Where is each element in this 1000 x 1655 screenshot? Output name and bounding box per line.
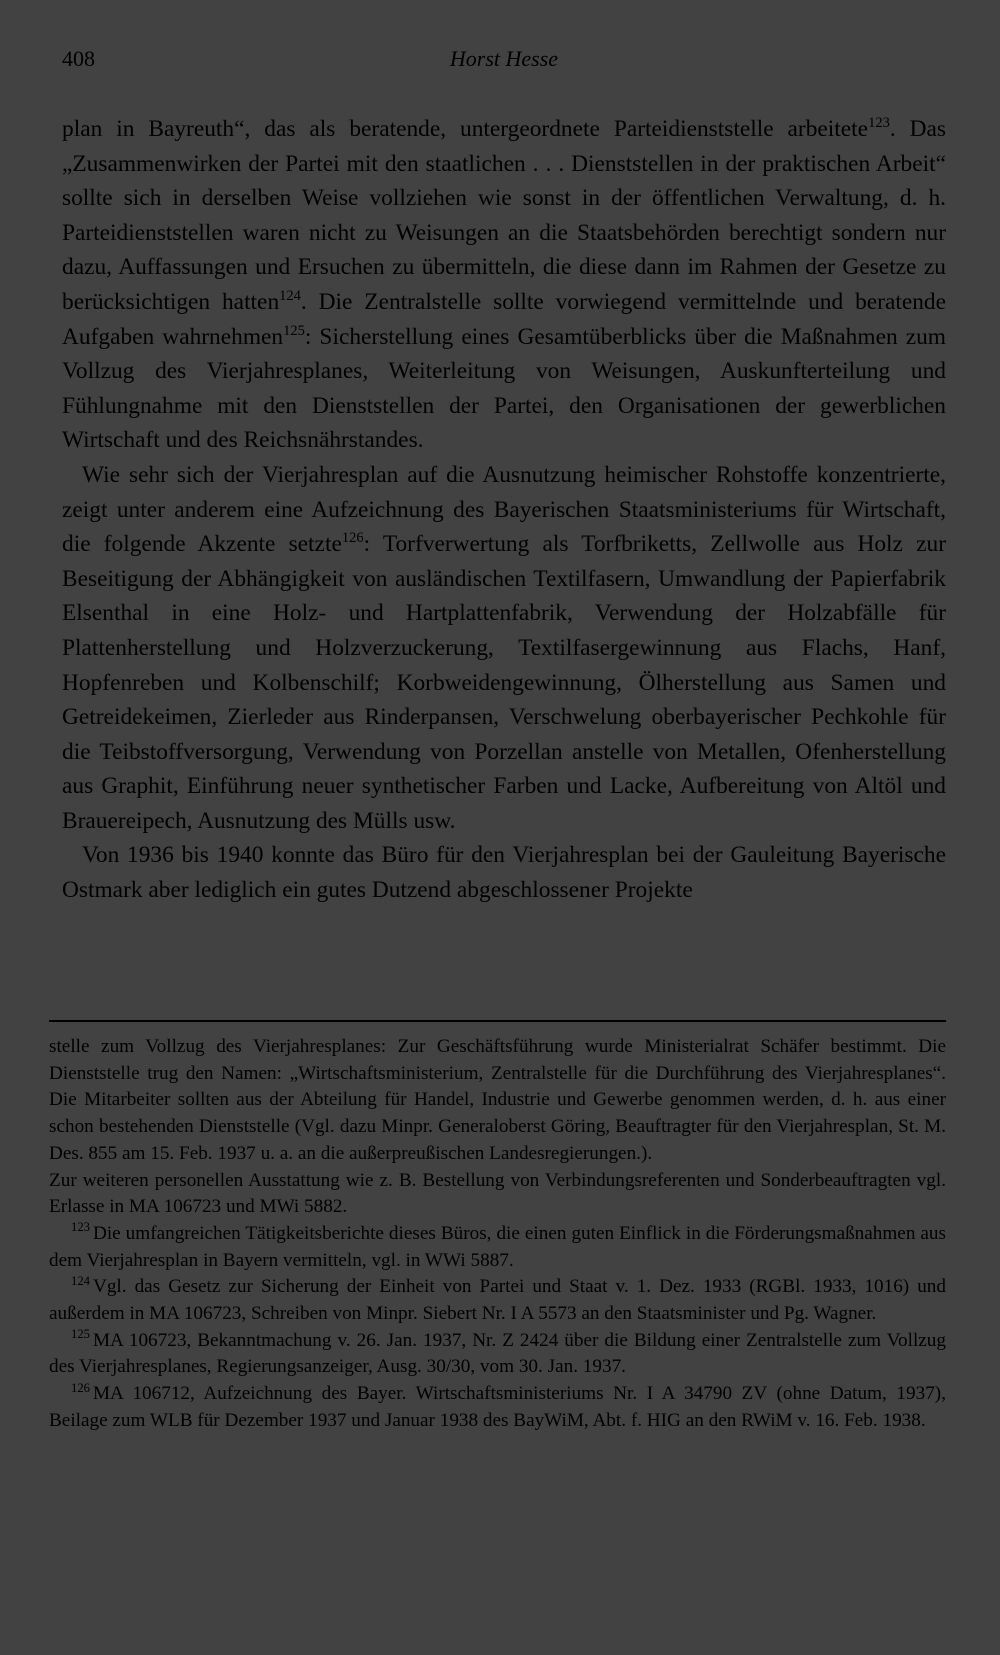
paragraph-2 bbox=[62, 458, 946, 839]
page-number: 408 bbox=[62, 46, 95, 71]
footnote-text: Vgl. das Gesetz zur Sicherung der Einheit von Partei und Staat v. 1. Dez. 1933 (RGBl. 1933, 1016) und außerdem in MA 106723, Schreiben von Minpr. Siebert Nr. I A 5573 an den Staatsminister und Pg. Wagner. bbox=[49, 1276, 946, 1325]
footnote-number: 126 bbox=[71, 1380, 90, 1395]
footnote-number: 124 bbox=[71, 1273, 90, 1288]
footnote-continued: Zur weiteren personellen Ausstattung wie z. B. Bestellung von Verbindungsreferenten und Sonderbeauftragten vgl. Erlasse in MA 106723 und MWi 5882. bbox=[49, 1169, 946, 1218]
running-title: Horst Hesse bbox=[449, 46, 559, 71]
text-run: : Torfverwertung als Torfbriketts, Zellwolle aus Holz zur Beseitigung der Abhängigkeit von ausländischen Textilfasern, Umwandlung der Papierfabrik Elsenthal in eine Holz- und Hartplattenfabrik, Verwendung der Holzabfälle für Plattenherstellung und Holzverzuckerung, Textilfasergewinnung aus Flachs, Hanf, Hopfenreben und Kolbenschilf; Korbweidengewinnung, Ölherstellung aus Samen und Getreidekeimen, Zierleder aus Rinderpansen, Verschwelung oberbayerischer Pechkohle für die Teibstoffversorgung, Verwendung von Porzellan anstelle von Metallen, Ofenherstellung aus Graphit, Einführung neuer synthetischer Farben und Lacke, Aufbereitung von Altöl und Brauereipech, Ausnutzung des Mülls usw. bbox=[62, 531, 946, 834]
footnote-ref-125: 125 bbox=[283, 322, 305, 339]
footnote-ref-123: 123 bbox=[868, 115, 890, 132]
footnote-number: 125 bbox=[71, 1327, 90, 1342]
footnote-text: MA 106723, Bekanntmachung v. 26. Jan. 1937, Nr. Z 2424 über die Bildung einer Zentralstelle zum Vollzug des Vierjahresplanes, Regierungsanzeiger, Ausg. 30/30, vom 30. Jan. 1937. bbox=[49, 1329, 946, 1378]
footnote-separator bbox=[49, 1020, 946, 1022]
footnote-ref-126: 126 bbox=[341, 530, 364, 547]
page-header bbox=[62, 46, 946, 82]
text-run: Wie sehr sich der Vierjahresplan auf die Ausnutzung heimischer Rohstoffe konzentrierte, zeigt unter anderem eine Aufzeichnung des Bayerischen Staatsministeriums für Wirtschaft, die folgende Akzente setzte bbox=[62, 461, 946, 558]
paragraph-3: Von 1936 bis 1940 konnte das Büro für den Vierjahresplan bei der Gauleitung Bayerische Ostmark aber lediglich ein gutes Dutzend abgeschlossener Projekte bbox=[62, 842, 946, 904]
footnote-126 bbox=[49, 1381, 946, 1434]
footnote-continued: stelle zum Vollzug des Vierjahresplanes: Zur Geschäftsführung wurde Ministerialrat Schäfer bestimmt. Die Dienststelle trug den Namen: „Wirtschaftsministerium, Zentralstelle für die Durchführung des Vierjahresplanes“. Die Mitarbeiter sollten aus der Abteilung für Handel, Industrie und Gewerbe genommen werden, d. h. aus einer schon bestehenden Dienststelle (Vgl. dazu Minpr. Generaloberst Göring, Beauftragter für den Vierjahresplan, St. M. Des. 855 am 15. Feb. 1937 u. a. an die außerpreußischen Landesregierungen.). bbox=[49, 1036, 946, 1164]
body-text bbox=[62, 112, 946, 908]
text-run: : Sicherstellung eines Gesamtüberblicks über die Maßnahmen zum Vollzug des Vierjahresplanes, Weiterleitung von Weisungen, Auskunfterteilung und Fühlungnahme mit den Dienststellen der Partei, den Organisationen der gewerblichen Wirtschaft und des Reichsnährstandes. bbox=[62, 323, 946, 454]
text-run: plan in Bayreuth“, das als beratende, untergeordnete Parteidienststelle arbeitete bbox=[62, 116, 869, 142]
text-run: . Die Zentralstelle sollte vorwiegend vermittelnde und beratende Aufgaben wahrnehmen bbox=[62, 288, 946, 350]
footnote-123 bbox=[49, 1221, 946, 1274]
footnotes bbox=[49, 1034, 946, 1435]
footnote-text: MA 106712, Aufzeichnung des Bayer. Wirtschaftsministeriums Nr. I A 34790 ZV (ohne Datum, 1937), Beilage zum WLB für Dezember 1937 und Januar 1938 des BayWiM, Abt. f. HIG an den RWiM v. 16. Feb. 1938. bbox=[49, 1383, 946, 1431]
footnote-124 bbox=[49, 1274, 946, 1327]
text-run: . Das „Zusammenwirken der Partei mit den staatlichen . . . Dienststellen in der praktischen Arbeit“ sollte sich in derselben Weise vollziehen wie sonst in der öffentlichen Verwaltung, d. h. Parteidienststellen waren nicht zu Weisungen an die Staatsbehörden berechtigt sondern nur dazu, Auffassungen und Ersuchen zu übermitteln, die diese dann im Rahmen der Gesetze zu berücksichtigen hatten bbox=[62, 116, 946, 315]
footnote-ref-124: 124 bbox=[279, 287, 301, 304]
footnote-text: Die umfangreichen Tätigkeitsberichte dieses Büros, die einen guten Einflick in die Förderungsmaßnahmen aus dem Vierjahresplan in Bayern vermitteln, vgl. in WWi 5887. bbox=[49, 1222, 946, 1271]
paragraph-1 bbox=[62, 112, 946, 458]
footnote-125 bbox=[49, 1328, 946, 1381]
footnote-number: 123 bbox=[71, 1220, 90, 1235]
